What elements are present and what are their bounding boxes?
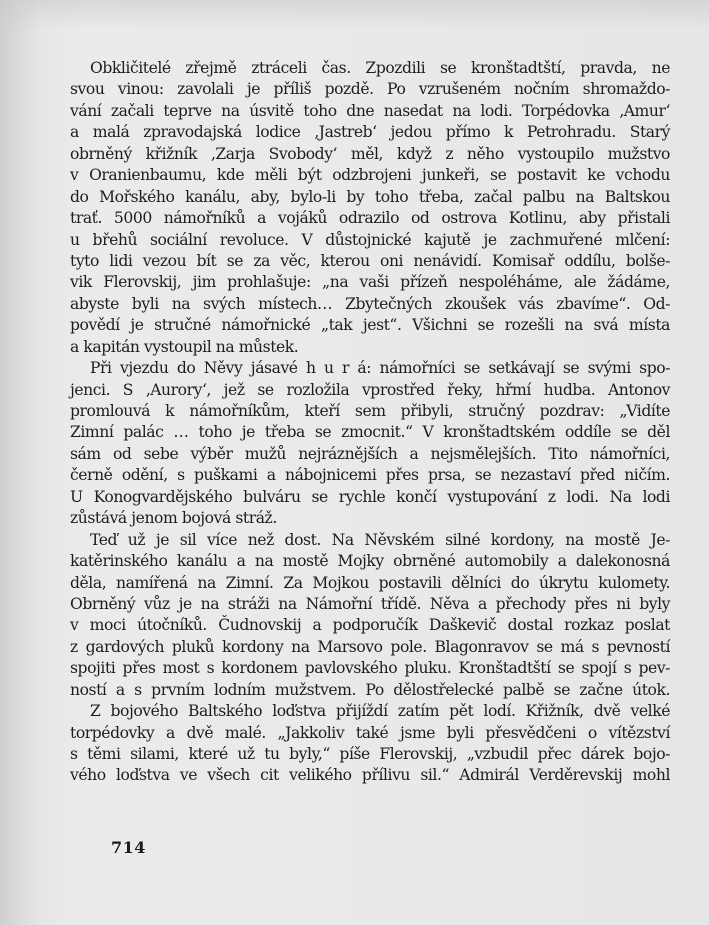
text-line: do Mořského kanálu, aby, bylo-li by toho třeba, začal palbu na Baltskou xyxy=(70,187,670,206)
paragraph-first-line: Z bojového Baltského loďstva přijíždí zatím pět lodí. Křižník, dvě velké xyxy=(90,702,670,721)
text-line: jenci. S ‚Aurory‘, jež se rozložila vprostřed řeky, hřmí hudba. Antonov xyxy=(70,380,670,399)
text-line: a kapitán vystoupil na můstek. xyxy=(70,337,299,356)
paragraph-first-line: Obkličitelé zřejmě ztráceli čas. Zpozdili se kronštadtští, pravda, ne xyxy=(90,59,670,77)
text-line: trať. 5000 námořníků a vojáků odrazilo od ostrova Kotlinu, aby přistali xyxy=(70,209,670,228)
text-line: děla, namířená na Zimní. Za Mojkou postavili dělníci do úkrytu kulomety. xyxy=(70,573,670,592)
text-line: ností a s prvním lodním mužstvem. Po dělostřelecké palbě se začne útok. xyxy=(70,680,670,699)
text-line: abyste byli na svých místech… Zbytečných zkoušek vás zbavíme“. Od- xyxy=(70,294,670,313)
text-line: v Oranienbaumu, kde měli být odzbrojeni junkeři, se postavit ke vchodu xyxy=(70,166,670,185)
text-line: svou vinou: zavolali je příliš pozdě. Po vzrušeném nočním shromaždo- xyxy=(70,80,670,99)
text-line: tyto lidi vezou bít se za věc, kterou oni nenávidí. Komisař oddílu, bolše- xyxy=(70,251,670,270)
body-text xyxy=(70,58,670,787)
text-line: vání začali teprve na úsvitě toho dne nasedat na lodi. Torpédovka ‚Amur‘ xyxy=(70,101,670,120)
text-line: vého loďstva ve všech cit velikého přílivu sil.“ Admirál Verděrevskij mohl xyxy=(70,766,670,785)
text-line: torpédovky a dvě malé. „Jakkoliv také jsme byli přesvědčeni o vítězství xyxy=(70,723,670,742)
text-line: u břehů sociální revoluce. V důstojnické kajutě je zachmuřené mlčení: xyxy=(70,230,670,249)
text-line: a malá zpravodajská lodice ‚Jastreb‘ jedou přímo k Petrohradu. Starý xyxy=(70,123,670,142)
text-line: povědí je stručné námořnické „tak jest“. Všichni se rozešli na svá místa xyxy=(70,316,670,335)
text-line: zůstává jenom bojová stráž. xyxy=(70,509,277,528)
text-line: s těmi silami, které už tu byly,“ píše Flerovskij, „vzbudil přec dárek bojo- xyxy=(70,745,670,763)
text-line: katěrinského kanálu a na mostě Mojky obrněné automobily a dalekonosná xyxy=(70,552,670,571)
text-line: U Konogvardějského bulváru se rychle končí vystupování z lodi. Na lodi xyxy=(70,487,670,506)
text-line: vik Flerovskij, jim prohlašuje: „na vaši přízeň nespoléháme, ale žádáme, xyxy=(70,273,670,292)
paragraph-first-line: Při vjezdu do Něvy jásavé h u r á: námořníci se setkávají se svými spo- xyxy=(90,359,670,378)
text-line: spojiti přes most s kordonem pavlovského pluku. Kronštadtští se spojí s pev- xyxy=(70,659,670,678)
text-line: z gardových pluků kordony na Marsovo pole. Blagonravov se má s pevností xyxy=(70,637,670,656)
text-line: Zimní palác … toho je třeba se zmocnit.“ V kronštadtském oddíle se děl xyxy=(70,423,670,442)
text-line: Obrněný vůz je na stráži na Námořní třídě. Něva a přechody přes ni byly xyxy=(70,594,670,613)
text-line: sám od sebe výběr mužů nejráznějších a nejsmělejších. Tito námořníci, xyxy=(70,444,670,463)
text-line: obrněný křižník ‚Zarja Svobody‘ měl, když z něho vystoupilo mužstvo xyxy=(70,144,670,163)
page-number: 714 xyxy=(111,838,146,857)
text-line: v moci útočníků. Čudnovskij a podporučík Daškevič dostal rozkaz poslat xyxy=(70,616,670,635)
paragraph-first-line: Teď už je sil více než dost. Na Něvském silné kordony, na mostě Je- xyxy=(90,530,670,549)
page-top-shadow xyxy=(0,0,709,30)
text-line: promlouvá k námořníkům, kteří sem přibyli, stručný pozdrav: „Vidíte xyxy=(70,402,670,420)
text-line: černě odění, s puškami a nábojnicemi přes prsa, se nezastaví před ničím. xyxy=(70,466,670,485)
